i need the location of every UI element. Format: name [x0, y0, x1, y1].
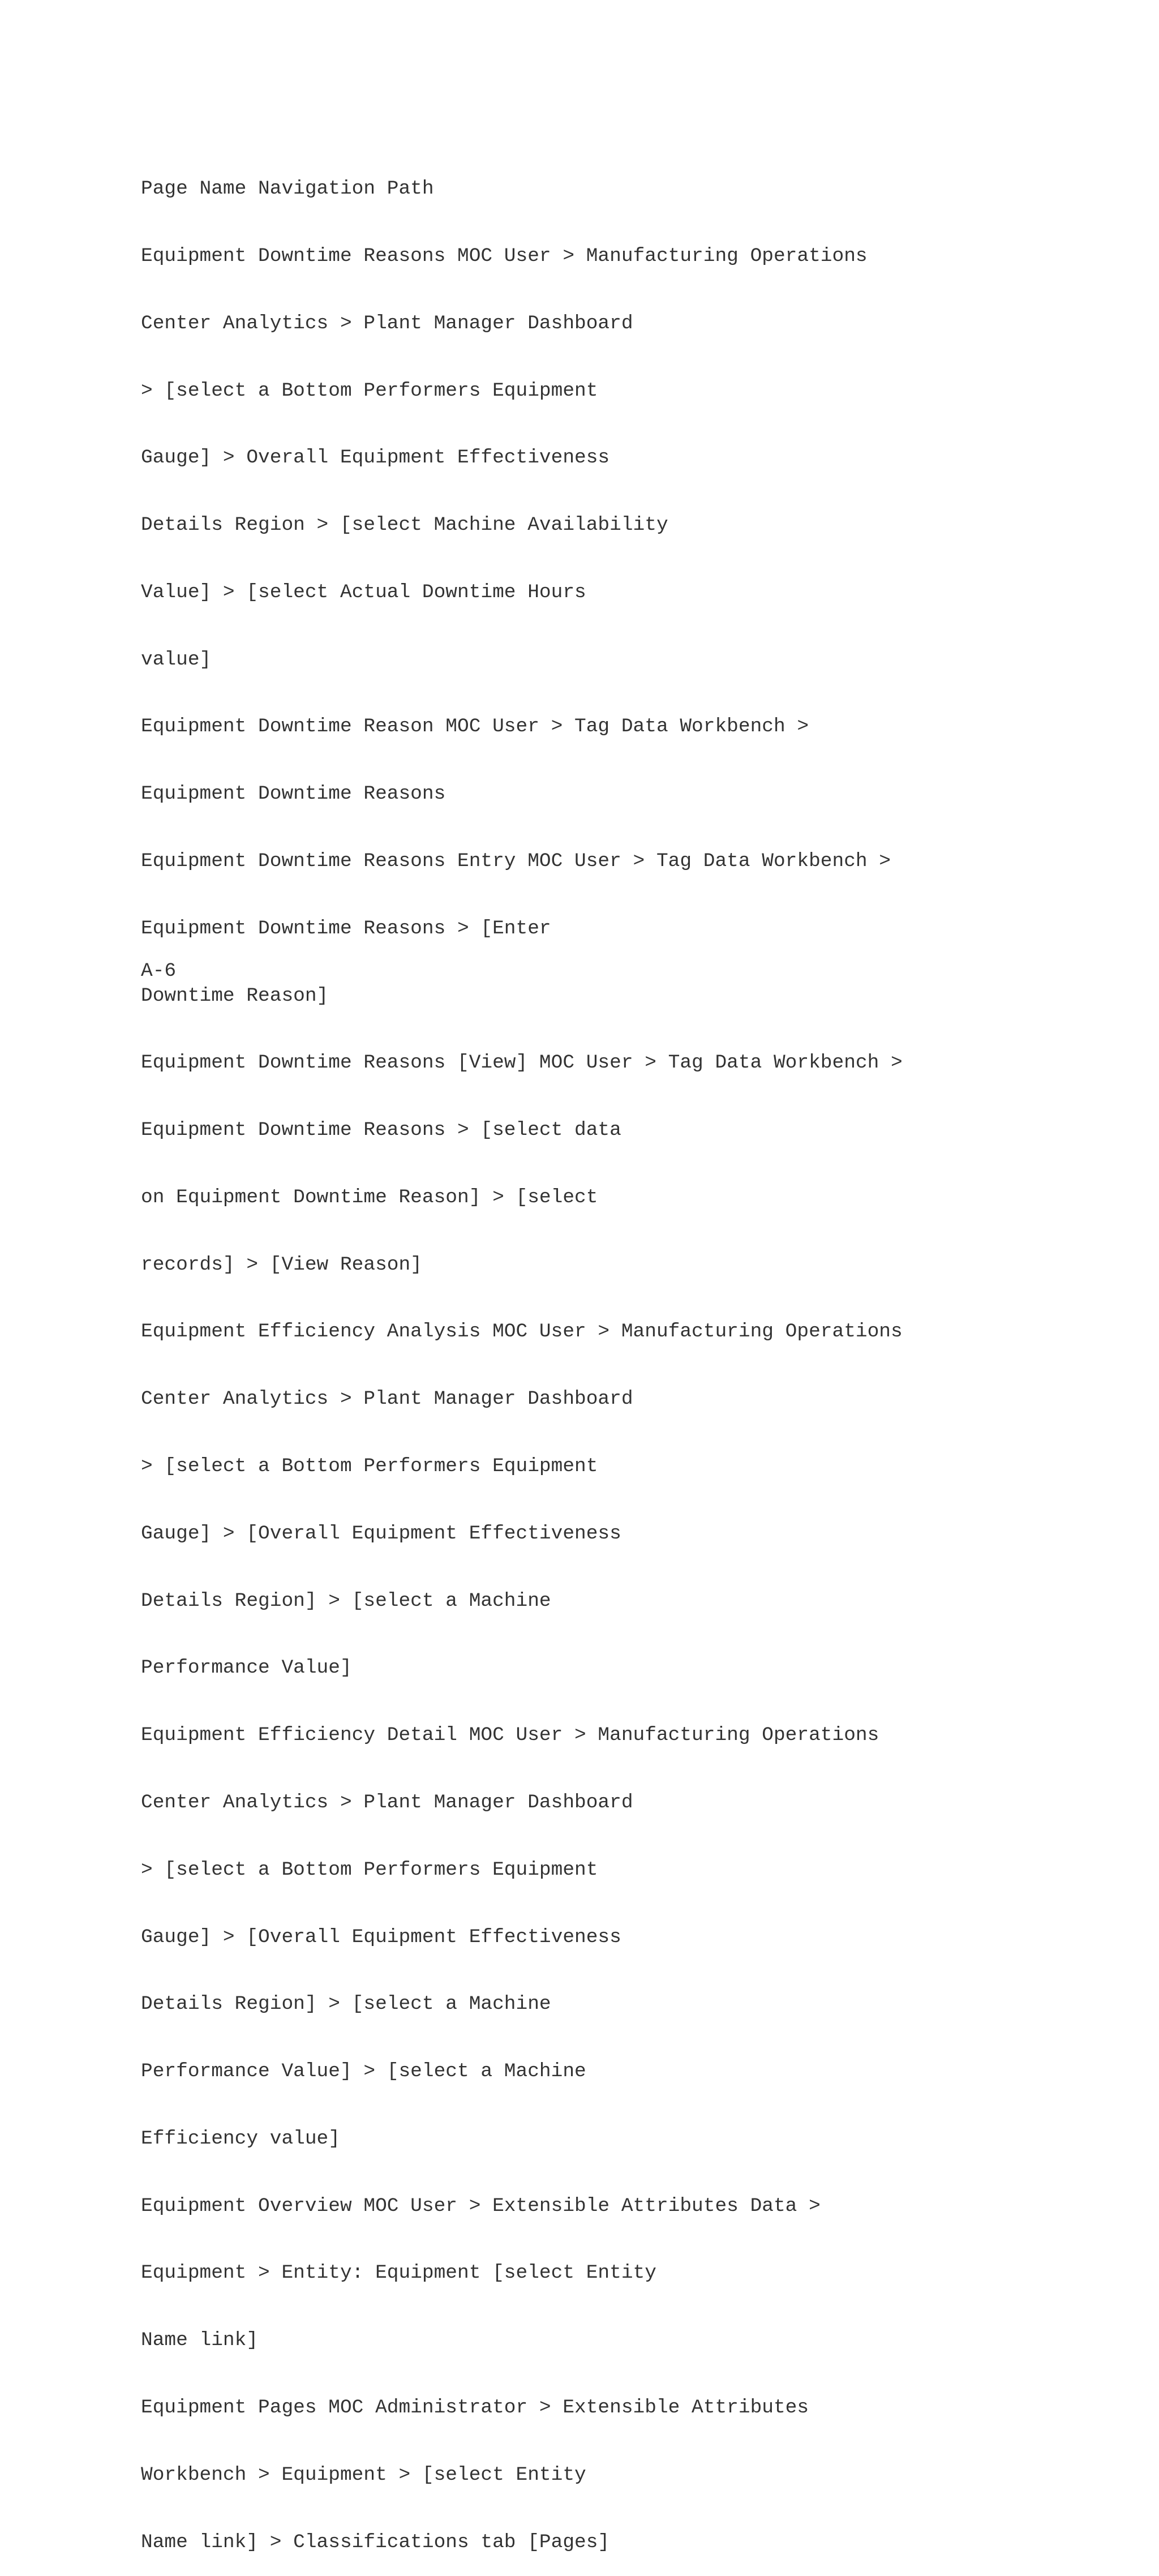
- text-line: on Equipment Downtime Reason] > [select: [141, 1186, 598, 1208]
- text-line: Workbench > Equipment > [select Entity: [141, 2463, 586, 2486]
- page-number: A-6: [141, 960, 177, 982]
- text-line: Gauge] > [Overall Equipment Effectiveness: [141, 1522, 621, 1545]
- text-line: value]: [141, 648, 212, 671]
- text-line: records] > [View Reason]: [141, 1253, 422, 1276]
- text-line: Center Analytics > Plant Manager Dashboard: [141, 312, 633, 335]
- text-line: Downtime Reason]: [141, 984, 329, 1007]
- text-line: Equipment Efficiency Detail MOC User > Manufacturing Operations: [141, 1724, 879, 1747]
- header-line: Page Name Navigation Path: [141, 178, 434, 200]
- text-line: > [select a Bottom Performers Equipment: [141, 379, 598, 402]
- text-line: Name link]: [141, 2329, 259, 2352]
- text-line: Gauge] > [Overall Equipment Effectiveness: [141, 1926, 621, 1948]
- text-line: > [select a Bottom Performers Equipment: [141, 1455, 598, 1478]
- document-body: [141, 133, 1137, 2576]
- text-line: Equipment Downtime Reasons > [Enter: [141, 917, 551, 940]
- text-line: Equipment Downtime Reasons [View] MOC User > Tag Data Workbench >: [141, 1052, 903, 1074]
- text-line: Center Analytics > Plant Manager Dashboard: [141, 1388, 633, 1411]
- text-line: Equipment Efficiency Analysis MOC User > Manufacturing Operations: [141, 1321, 903, 1343]
- text-line: Details Region] > [select a Machine: [141, 1993, 551, 2016]
- text-line: > [select a Bottom Performers Equipment: [141, 1858, 598, 1881]
- text-line: Equipment Downtime Reason MOC User > Tag Data Workbench >: [141, 715, 809, 738]
- text-line: Name link] > Classifications tab [Pages]: [141, 2531, 610, 2553]
- text-line: Performance Value]: [141, 1657, 352, 1679]
- text-line: Details Region] > [select a Machine: [141, 1589, 551, 1612]
- text-line: Center Analytics > Plant Manager Dashboard: [141, 1791, 633, 1814]
- text-line: Efficiency value]: [141, 2127, 340, 2150]
- text-line: Value] > [select Actual Downtime Hours: [141, 581, 586, 603]
- text-line: Gauge] > Overall Equipment Effectiveness: [141, 447, 610, 469]
- text-line: Equipment Overview MOC User > Extensible Attributes Data >: [141, 2194, 821, 2217]
- text-line: Equipment Downtime Reasons > [select data: [141, 1119, 621, 1142]
- text-line: Equipment > Entity: Equipment [select Entity: [141, 2262, 656, 2284]
- text-line: Details Region > [select Machine Availability: [141, 514, 668, 537]
- text-line: Performance Value] > [select a Machine: [141, 2060, 586, 2083]
- text-line: Equipment Downtime Reasons Entry MOC User > Tag Data Workbench >: [141, 850, 891, 872]
- text-line: Equipment Downtime Reasons: [141, 783, 446, 805]
- text-line: Equipment Pages MOC Administrator > Extensible Attributes: [141, 2396, 809, 2419]
- text-line: Equipment Downtime Reasons MOC User > Manufacturing Operations: [141, 245, 868, 267]
